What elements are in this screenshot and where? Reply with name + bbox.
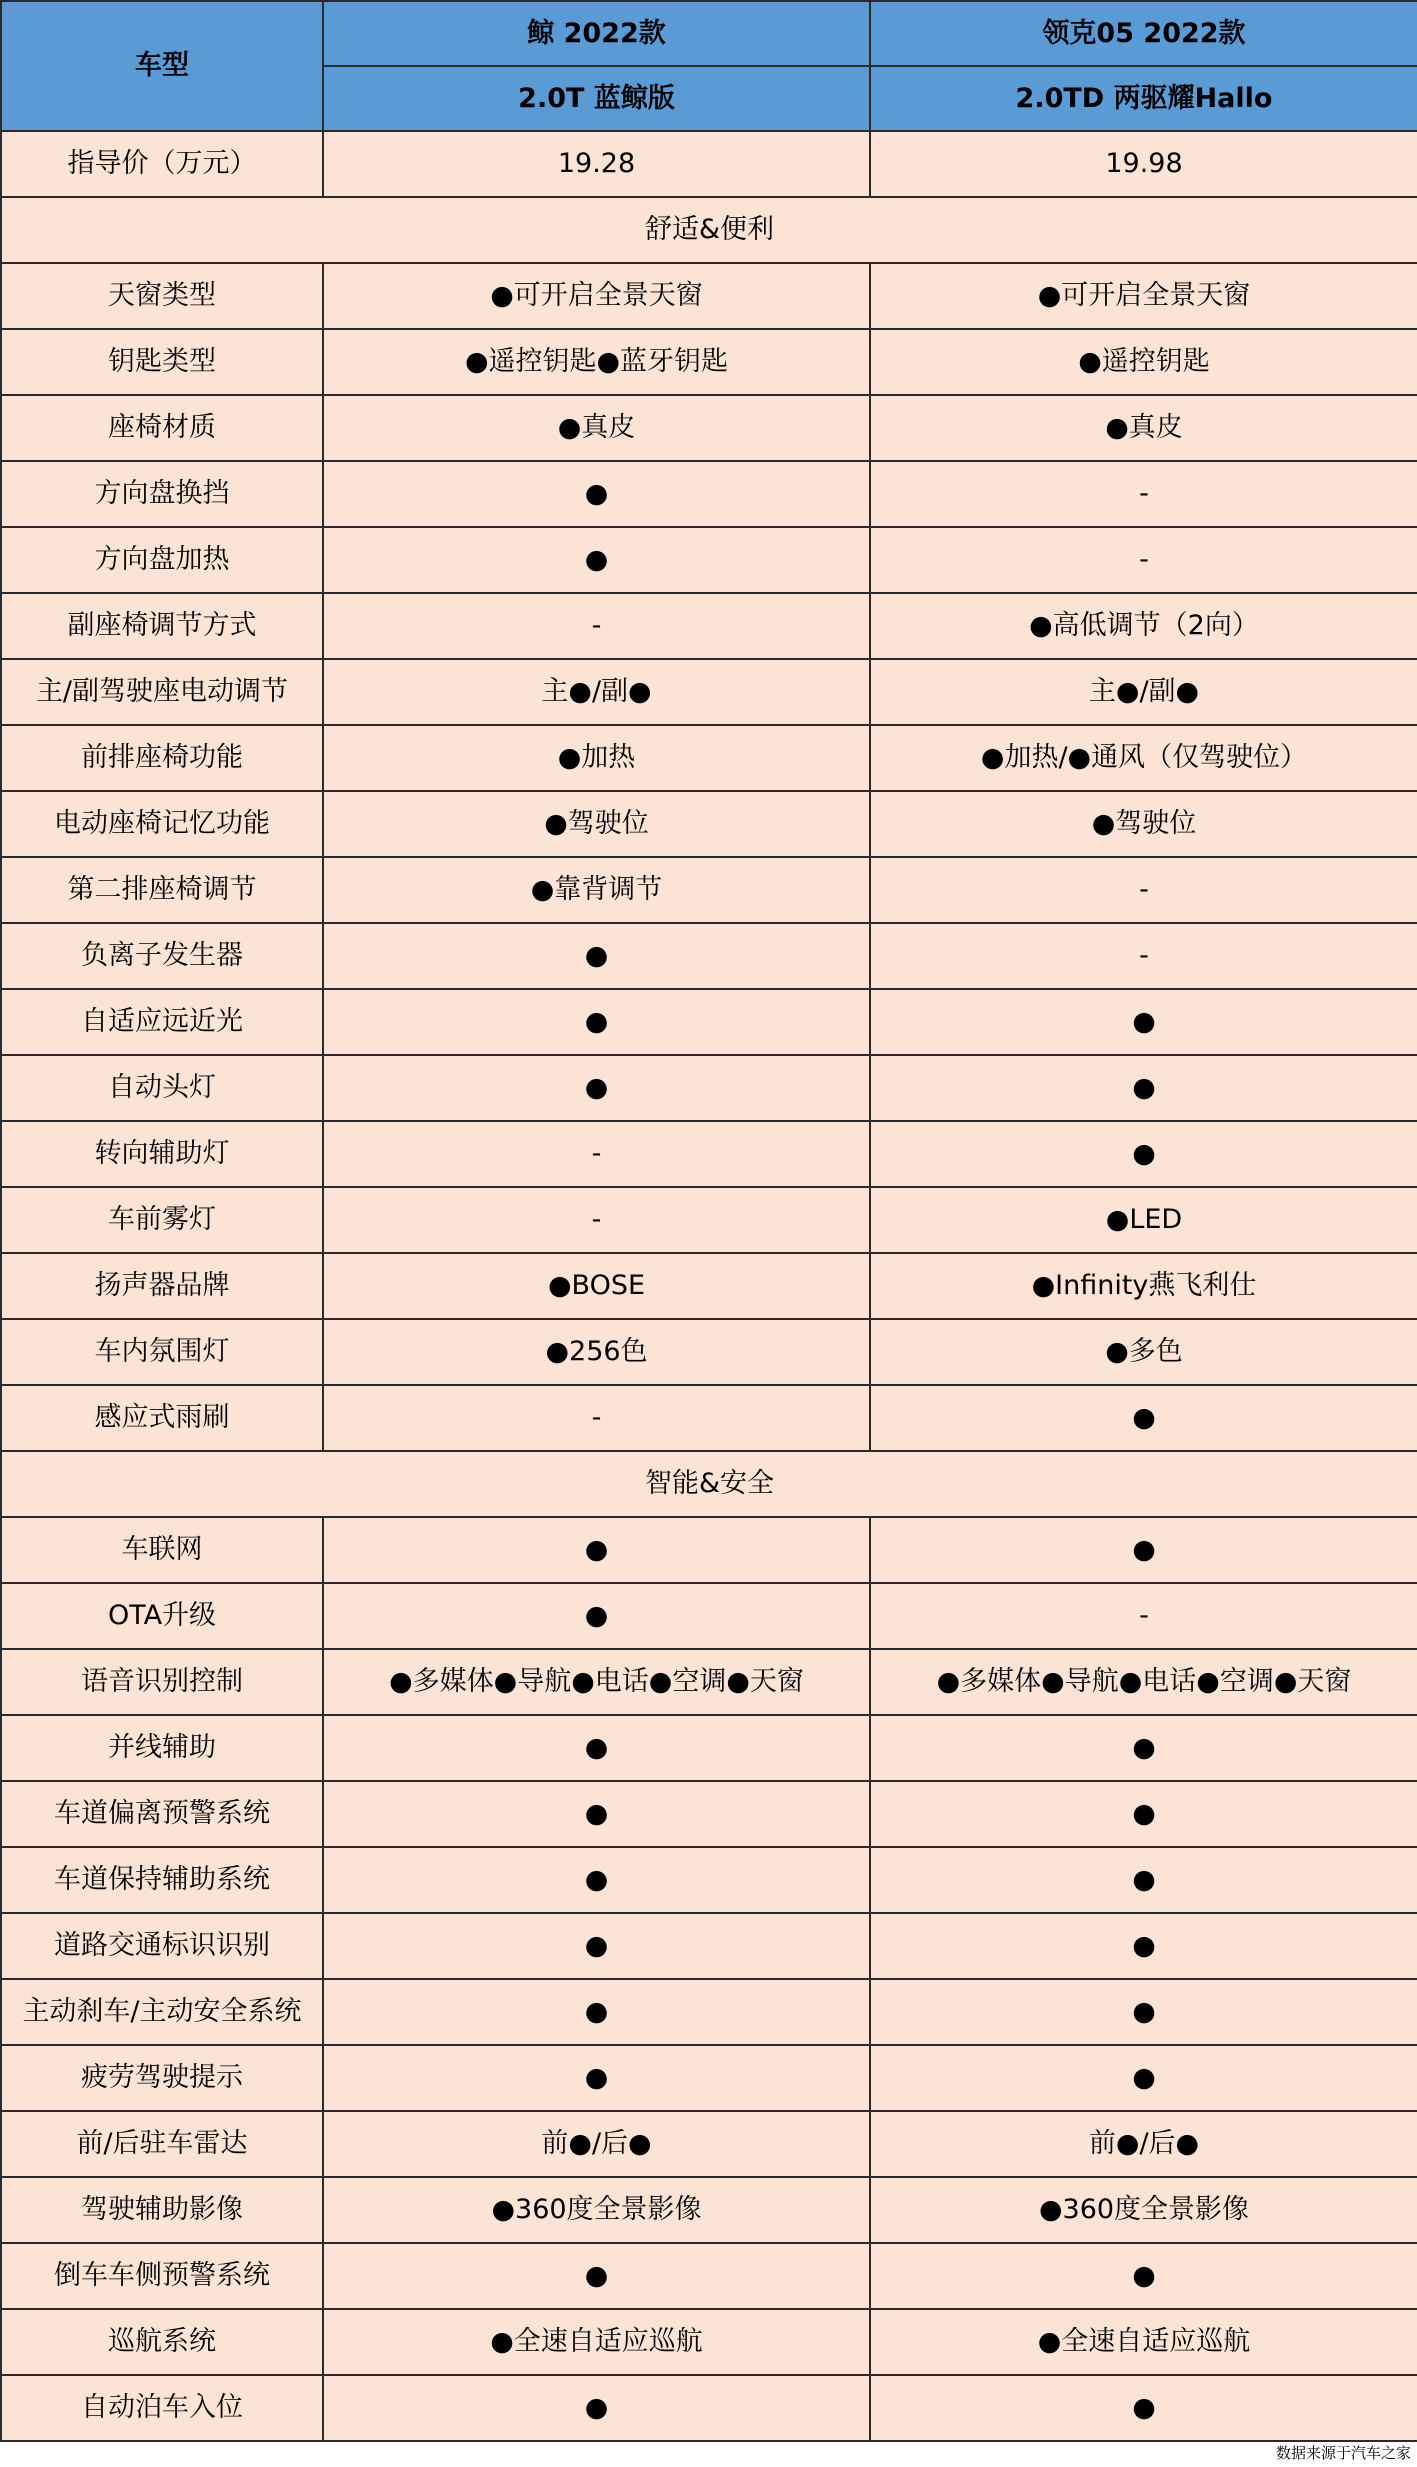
- model-2-value: -: [870, 527, 1417, 593]
- model-1-value: 19.28: [323, 131, 870, 197]
- model-1-value: ●真皮: [323, 395, 870, 461]
- feature-label: 倒车车侧预警系统: [1, 2243, 323, 2309]
- feature-label: 巡航系统: [1, 2309, 323, 2375]
- model-1-value: 主●/副●: [323, 659, 870, 725]
- feature-label: 并线辅助: [1, 1715, 323, 1781]
- model-1-value: 前●/后●: [323, 2111, 870, 2177]
- model-2-name: 领克05 2022款: [870, 1, 1417, 66]
- table-row: [1, 1715, 1417, 1781]
- model-1-value: ●: [323, 527, 870, 593]
- feature-label: 感应式雨刷: [1, 1385, 323, 1451]
- table-row: [1, 1847, 1417, 1913]
- table-row: [1, 527, 1417, 593]
- table-row: [1, 1979, 1417, 2045]
- feature-label: 道路交通标识识别: [1, 1913, 323, 1979]
- model-2-value: -: [870, 1583, 1417, 1649]
- feature-label: 方向盘换挡: [1, 461, 323, 527]
- model-2-value: ●遥控钥匙: [870, 329, 1417, 395]
- model-1-value: ●靠背调节: [323, 857, 870, 923]
- feature-label: 驾驶辅助影像: [1, 2177, 323, 2243]
- feature-label: 负离子发生器: [1, 923, 323, 989]
- feature-label: 自动头灯: [1, 1055, 323, 1121]
- table-row: [1, 1781, 1417, 1847]
- feature-label: 车前雾灯: [1, 1187, 323, 1253]
- model-1-value: ●: [323, 923, 870, 989]
- model-2-value: ●Infinity燕飞利仕: [870, 1253, 1417, 1319]
- model-2-value: ●: [870, 1979, 1417, 2045]
- model-2-value: ●多媒体●导航●电话●空调●天窗: [870, 1649, 1417, 1715]
- table-row: [1, 263, 1417, 329]
- table-row: [1, 1187, 1417, 1253]
- model-1-value: ●: [323, 1781, 870, 1847]
- model-1-value: ●: [323, 461, 870, 527]
- table-row: [1, 131, 1417, 197]
- table-row: [1, 2111, 1417, 2177]
- model-1-name: 鲸 2022款: [323, 1, 870, 66]
- model-1-value: ●: [323, 989, 870, 1055]
- model-2-value: ●: [870, 2045, 1417, 2111]
- feature-label: 前/后驻车雷达: [1, 2111, 323, 2177]
- feature-label: OTA升级: [1, 1583, 323, 1649]
- model-2-value: ●多色: [870, 1319, 1417, 1385]
- feature-label: 车道保持辅助系统: [1, 1847, 323, 1913]
- model-1-value: ●遥控钥匙●蓝牙钥匙: [323, 329, 870, 395]
- model-1-value: ●256色: [323, 1319, 870, 1385]
- table-row: [1, 1319, 1417, 1385]
- model-1-value: ●BOSE: [323, 1253, 870, 1319]
- model-1-value: ●: [323, 1715, 870, 1781]
- header-label: 车型: [1, 1, 323, 131]
- model-1-value: ●: [323, 2375, 870, 2441]
- feature-label: 方向盘加热: [1, 527, 323, 593]
- model-1-value: ●: [323, 1517, 870, 1583]
- model-2-value: ●: [870, 2243, 1417, 2309]
- feature-label: 电动座椅记忆功能: [1, 791, 323, 857]
- model-2-value: ●加热/●通风（仅驾驶位）: [870, 725, 1417, 791]
- feature-label: 指导价（万元）: [1, 131, 323, 197]
- model-2-value: ●: [870, 1385, 1417, 1451]
- table-row: [1, 923, 1417, 989]
- table-row: [1, 395, 1417, 461]
- model-2-value: ●: [870, 1913, 1417, 1979]
- table-row: [1, 659, 1417, 725]
- model-2-value: 前●/后●: [870, 2111, 1417, 2177]
- section-row: [1, 197, 1417, 263]
- model-1-value: ●: [323, 2045, 870, 2111]
- feature-label: 转向辅助灯: [1, 1121, 323, 1187]
- feature-label: 语音识别控制: [1, 1649, 323, 1715]
- model-1-value: ●全速自适应巡航: [323, 2309, 870, 2375]
- section-title: 舒适&便利: [1, 197, 1417, 263]
- table-row: [1, 2045, 1417, 2111]
- table-row: [1, 1253, 1417, 1319]
- feature-label: 前排座椅功能: [1, 725, 323, 791]
- model-1-value: -: [323, 593, 870, 659]
- feature-label: 车道偏离预警系统: [1, 1781, 323, 1847]
- feature-label: 车内氛围灯: [1, 1319, 323, 1385]
- table-body: [1, 131, 1417, 2441]
- model-2-value: ●高低调节（2向）: [870, 593, 1417, 659]
- model-2-value: -: [870, 461, 1417, 527]
- feature-label: 天窗类型: [1, 263, 323, 329]
- model-1-value: ●多媒体●导航●电话●空调●天窗: [323, 1649, 870, 1715]
- model-1-value: ●: [323, 1583, 870, 1649]
- feature-label: 第二排座椅调节: [1, 857, 323, 923]
- model-1-value: ●: [323, 2243, 870, 2309]
- model-2-value: ●: [870, 1517, 1417, 1583]
- model-2-value: ●: [870, 1055, 1417, 1121]
- feature-label: 自动泊车入位: [1, 2375, 323, 2441]
- model-2-value: ●可开启全景天窗: [870, 263, 1417, 329]
- table-row: [1, 329, 1417, 395]
- source-note: 数据来源于汽车之家: [1275, 2444, 1411, 2462]
- feature-label: 钥匙类型: [1, 329, 323, 395]
- feature-label: 主动刹车/主动安全系统: [1, 1979, 323, 2045]
- table-row: [1, 461, 1417, 527]
- model-2-value: 主●/副●: [870, 659, 1417, 725]
- table-row: [1, 2309, 1417, 2375]
- model-2-value: ●: [870, 989, 1417, 1055]
- model-2-value: ●真皮: [870, 395, 1417, 461]
- table-row: [1, 791, 1417, 857]
- model-1-value: ●: [323, 1979, 870, 2045]
- table-row: [1, 1649, 1417, 1715]
- model-1-value: ●驾驶位: [323, 791, 870, 857]
- feature-label: 座椅材质: [1, 395, 323, 461]
- model-2-value: ●全速自适应巡航: [870, 2309, 1417, 2375]
- feature-label: 自适应远近光: [1, 989, 323, 1055]
- model-2-value: ●: [870, 1847, 1417, 1913]
- model-1-value: -: [323, 1121, 870, 1187]
- model-2-value: -: [870, 857, 1417, 923]
- model-2-trim: 2.0TD 两驱耀Hallo: [870, 66, 1417, 131]
- table-row: [1, 1055, 1417, 1121]
- table-row: [1, 1517, 1417, 1583]
- feature-label: 副座椅调节方式: [1, 593, 323, 659]
- table-row: [1, 725, 1417, 791]
- table-row: [1, 989, 1417, 1055]
- model-2-value: -: [870, 923, 1417, 989]
- table-row: [1, 2243, 1417, 2309]
- table-header: [1, 1, 1417, 131]
- model-2-value: 19.98: [870, 131, 1417, 197]
- model-1-value: -: [323, 1385, 870, 1451]
- table-row: [1, 1385, 1417, 1451]
- table-row: [1, 593, 1417, 659]
- model-2-value: ●驾驶位: [870, 791, 1417, 857]
- table-row: [1, 1913, 1417, 1979]
- model-2-value: ●: [870, 1715, 1417, 1781]
- feature-label: 主/副驾驶座电动调节: [1, 659, 323, 725]
- feature-label: 车联网: [1, 1517, 323, 1583]
- model-2-value: ●: [870, 1121, 1417, 1187]
- model-2-value: ●: [870, 1781, 1417, 1847]
- model-1-value: ●: [323, 1055, 870, 1121]
- model-1-value: ●: [323, 1913, 870, 1979]
- section-title: 智能&安全: [1, 1451, 1417, 1517]
- model-2-value: ●: [870, 2375, 1417, 2441]
- feature-label: 扬声器品牌: [1, 1253, 323, 1319]
- table-row: [1, 2177, 1417, 2243]
- table-row: [1, 857, 1417, 923]
- feature-label: 疲劳驾驶提示: [1, 2045, 323, 2111]
- table-row: [1, 2375, 1417, 2441]
- model-1-value: ●加热: [323, 725, 870, 791]
- model-1-value: -: [323, 1187, 870, 1253]
- model-1-trim: 2.0T 蓝鲸版: [323, 66, 870, 131]
- model-2-value: ●LED: [870, 1187, 1417, 1253]
- model-1-value: ●: [323, 1847, 870, 1913]
- model-1-value: ●可开启全景天窗: [323, 263, 870, 329]
- table-row: [1, 1121, 1417, 1187]
- model-1-value: ●360度全景影像: [323, 2177, 870, 2243]
- section-row: [1, 1451, 1417, 1517]
- table-row: [1, 1583, 1417, 1649]
- model-2-value: ●360度全景影像: [870, 2177, 1417, 2243]
